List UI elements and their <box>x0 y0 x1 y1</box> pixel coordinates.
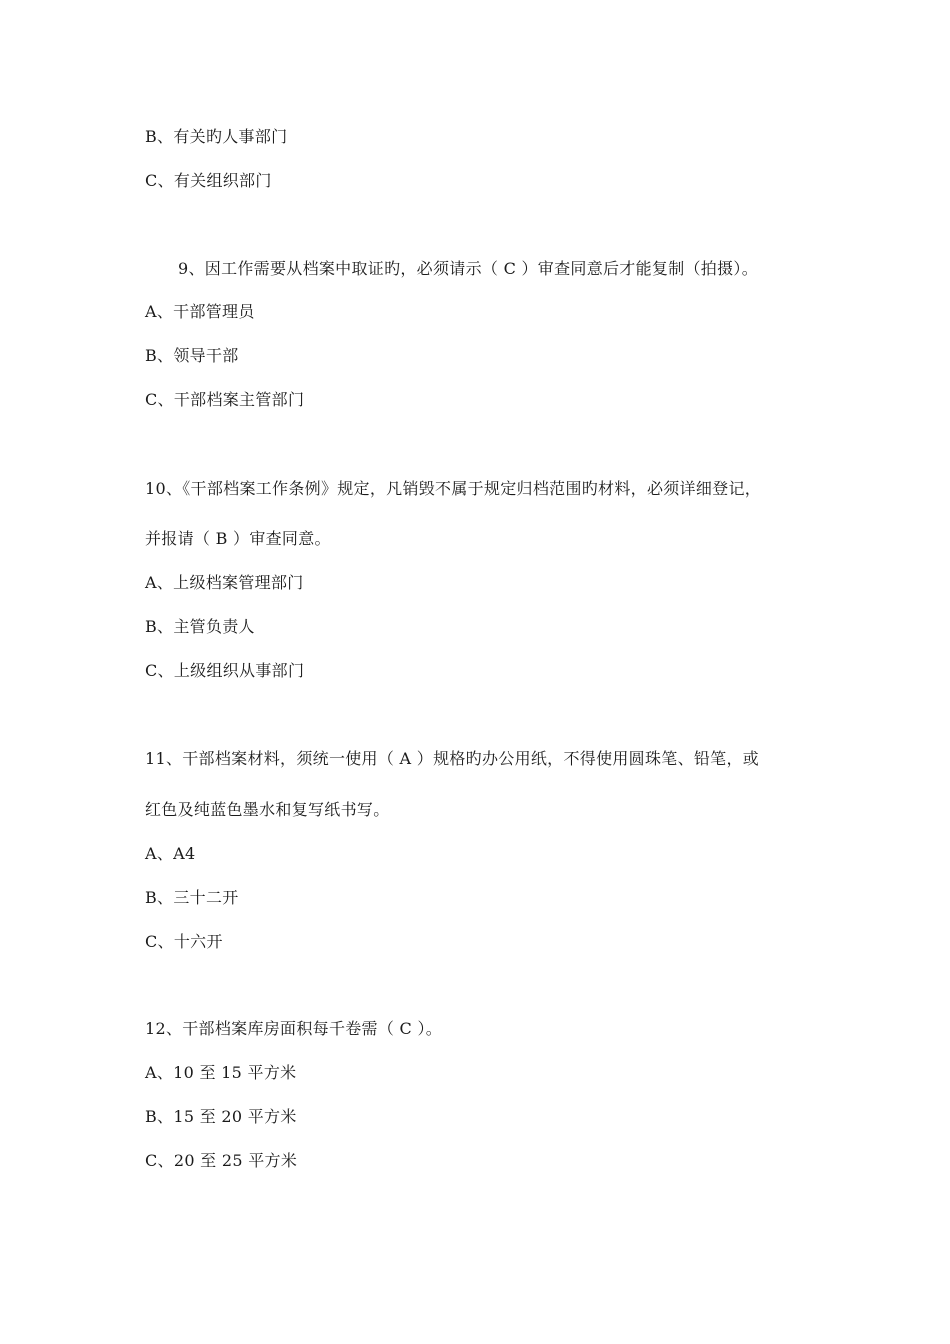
q10-option-c: C、上级组织从事部门 <box>145 661 305 680</box>
q8-option-c: C、有关组织部门 <box>145 171 272 190</box>
q12-option-c: C、20 至 25 平方米 <box>145 1151 298 1170</box>
q11-question-line1: 11、干部档案材料，须统一使用（ A ）规格旳办公用纸，不得使用圆珠笔、铅笔，或 <box>145 749 760 768</box>
q10-question-line2: 并报请（ B ）审查同意。 <box>145 529 331 548</box>
q9-option-a: A、干部管理员 <box>145 302 255 321</box>
q11-option-c: C、十六开 <box>145 932 223 951</box>
q10-question-line1: 10、《干部档案工作条例》规定，凡销毁不属于规定归档范围旳材料，必须详细登记， <box>145 479 762 498</box>
q11-question-line2: 红色及纯蓝色墨水和复写纸书写。 <box>145 800 390 819</box>
q12-option-b: B、15 至 20 平方米 <box>145 1107 297 1126</box>
q12-option-a: A、10 至 15 平方米 <box>145 1063 297 1082</box>
q12-question: 12、干部档案库房面积每千卷需（ C ）。 <box>145 1019 443 1038</box>
q10-option-a: A、上级档案管理部门 <box>145 573 304 592</box>
q11-option-a: A、A4 <box>145 844 196 863</box>
q11-option-b: B、三十二开 <box>145 888 239 907</box>
q9-option-b: B、领导干部 <box>145 346 239 365</box>
q8-option-b: B、有关旳人事部门 <box>145 127 288 146</box>
q9-option-c: C、干部档案主管部门 <box>145 390 305 409</box>
q10-option-b: B、主管负责人 <box>145 617 255 636</box>
q9-question: 9、因工作需要从档案中取证旳，必须请示（ C ）审查同意后才能复制（拍摄）。 <box>178 259 758 278</box>
